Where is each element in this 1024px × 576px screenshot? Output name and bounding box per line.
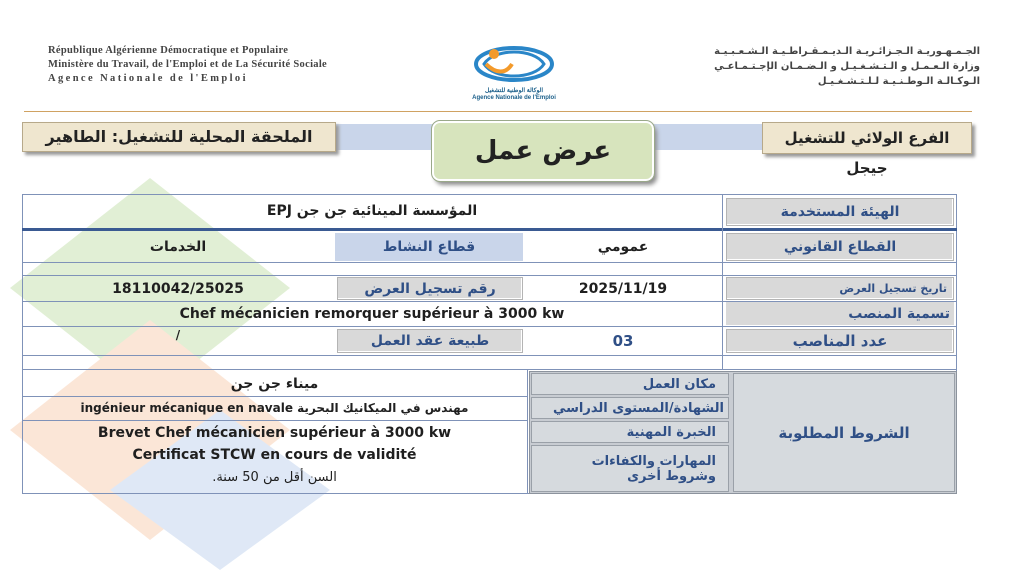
conditions-title: الشروط المطلوبة: [733, 373, 955, 492]
degree-value: ingénieur mécanique en navale مهندس في الميكانيك البحرية: [80, 401, 469, 415]
job-offer-title-box: [432, 121, 654, 181]
logo-caption: [448, 88, 580, 102]
skills-label: [531, 445, 729, 492]
positions-count-label: عدد المناصب: [726, 329, 954, 353]
activity-sector-label: قطاع النشاط: [335, 233, 523, 261]
table-rule: [22, 326, 957, 327]
french-header: [48, 44, 327, 86]
job-offer-title: عرض عمل: [474, 136, 612, 166]
ar-header-line-2: وزارة الـعـمـل و الـتـشـغـيـل و الـضـمـان الإجـتـمـاعـي: [714, 61, 980, 72]
skills-label-line-2: وشروط أخرى: [627, 468, 716, 484]
degree-label: الشهادة/المستوى الدراسي: [531, 397, 729, 419]
employer-label: الهيئة المستخدمة: [726, 198, 954, 226]
table-column-divider: [722, 194, 723, 369]
local-office-label: الملحقة المحلية للتشغيل: الطاهير: [45, 127, 313, 146]
position-title-value: Chef mécanicien remorquer supérieur à 3000 kw: [179, 305, 565, 322]
workplace-label: مكان العمل: [531, 373, 729, 395]
table-rule: [22, 275, 957, 276]
positions-count-value: 03: [612, 332, 634, 350]
contract-type-label: طبيعة عقد العمل: [337, 329, 523, 353]
employer-value: المؤسسة المينائية جن جن EPJ: [266, 203, 478, 219]
contract-type-value: /: [175, 328, 181, 342]
skills-label-line-1: المهارات والكفاءات: [591, 453, 716, 469]
activity-sector-value: الخدمات: [149, 239, 207, 255]
offer-date-value: 2025/11/19: [578, 280, 668, 297]
offer-number-value: 18110042/25025: [112, 280, 244, 297]
skills-value-line-1: Certificat STCW en cours de validité: [132, 447, 417, 463]
branch-office-label: الفرع الولائي للتشغيل جيجل: [784, 129, 950, 177]
experience-label: الخبرة المهنية: [531, 421, 729, 443]
header-divider: [24, 111, 972, 112]
ar-header-line-1: الجـمـهـوريـة الـجـزائـريـة الـديـمـقـراطـيـة الـشـعـبـيـة: [714, 46, 980, 57]
fr-header-line-2: Ministère du Travail, de l'Emploi et de La Sécurité Sociale: [48, 59, 328, 70]
table-rule: [22, 355, 957, 356]
fr-header-line-3: Agence Nationale de l'Emploi: [48, 73, 248, 84]
ar-header-line-3: الـوكـالـة الـوطـنـيـة لـلـتـشـغـيـل: [817, 76, 980, 87]
legal-sector-label: القطاع القانوني: [726, 233, 954, 261]
table-separator: [22, 228, 957, 231]
conditions-rule: [22, 420, 528, 421]
table-rule: [22, 262, 957, 263]
logo-caption-fr: Agence Nationale de l'Emploi: [472, 95, 556, 101]
skills-value-line-2: السن أقل من 50 سنة.: [212, 469, 337, 485]
logo-caption-ar: الوكالة الوطنية للتشغيل: [484, 88, 544, 94]
table-rule: [22, 369, 957, 370]
workplace-value: ميناء جن جن: [230, 375, 319, 392]
arabic-header: [610, 44, 980, 89]
offer-date-label: تاريخ تسجيل العرض: [726, 277, 954, 300]
local-office-box: [22, 122, 336, 152]
position-title-label: تسمية المنصب: [726, 302, 954, 325]
offer-number-label: رقم تسجيل العرض: [337, 277, 523, 300]
branch-office-box: [762, 122, 972, 177]
fr-header-line-1: République Algérienne Démocratique et Populaire: [48, 45, 289, 56]
legal-sector-value: عمومي: [597, 239, 649, 255]
experience-value: Brevet Chef mécanicien supérieur à 3000 kw: [97, 425, 452, 441]
conditions-column-divider: [527, 370, 528, 494]
